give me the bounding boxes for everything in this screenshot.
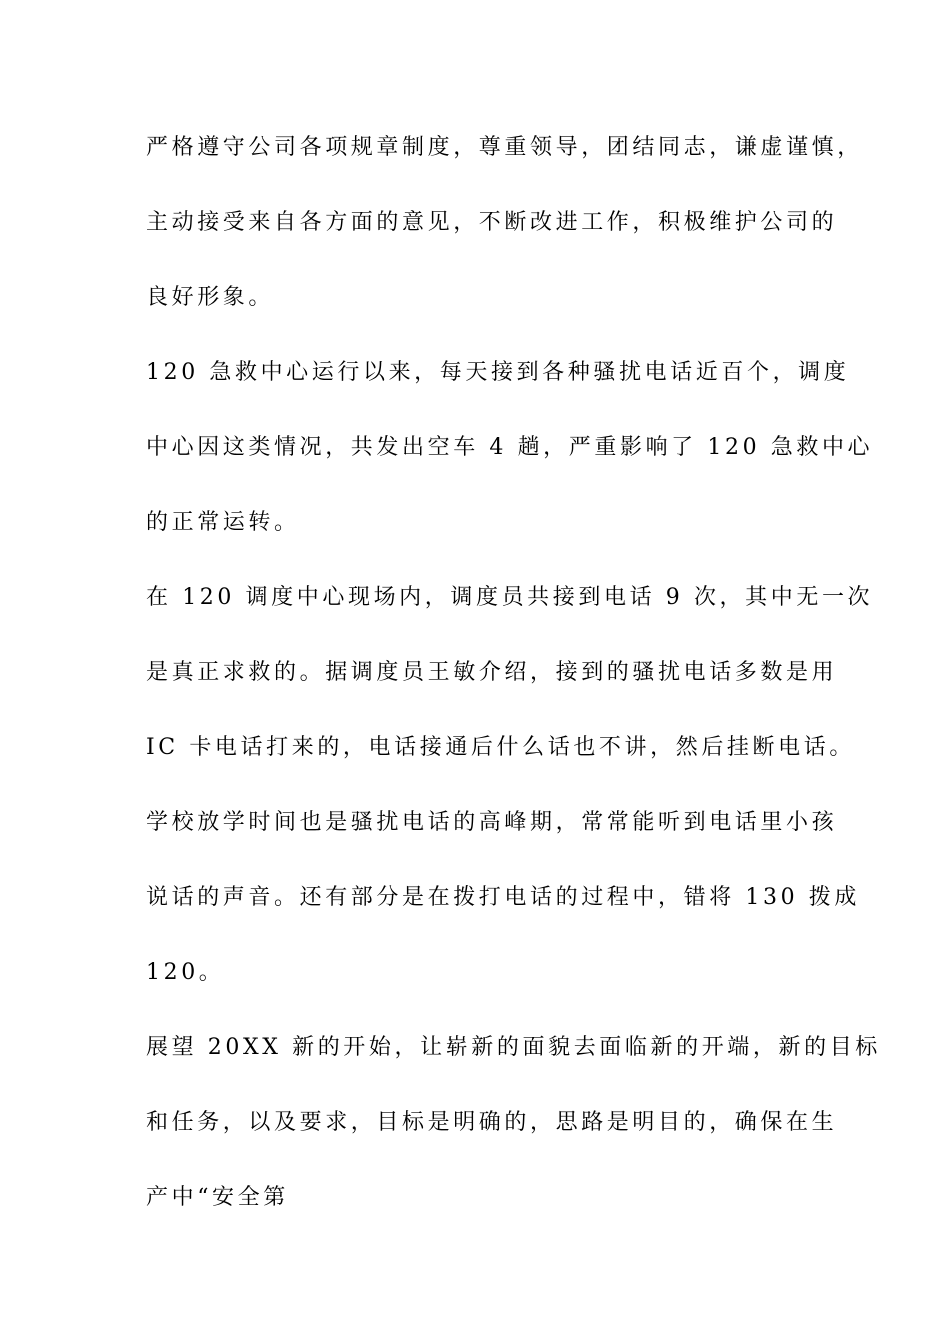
text-line: 主动接受来自各方面的意见，不断改进工作，积极维护公司的 (146, 210, 838, 235)
body-text (146, 128, 881, 1253)
text-line: 120 急救中心运行以来，每天接到各种骚扰电话近百个，调度 (146, 360, 850, 385)
text-line: IC 卡电话打来的，电话接通后什么话也不讲，然后挂断电话。 (146, 735, 855, 760)
text-line: 产中“安全第 (146, 1185, 289, 1210)
text-line: 和任务，以及要求，目标是明确的，思路是明目的，确保在生 (146, 1110, 838, 1135)
text-line: 展望 20XX 新的开始，让崭新的面貌去面临新的开端，新的目标 (146, 1035, 881, 1060)
text-line: 的正常运转。 (146, 510, 300, 535)
text-line: 在 120 调度中心现场内，调度员共接到电话 9 次，其中无一次 (146, 585, 874, 610)
text-line: 120。 (146, 960, 225, 985)
text-line: 中心因这类情况，共发出空车 4 趟，严重影响了 120 急救中心 (146, 435, 874, 460)
text-line: 学校放学时间也是骚扰电话的高峰期，常常能听到电话里小孩 (146, 810, 838, 835)
text-line: 说话的声音。还有部分是在拨打电话的过程中，错将 130 拨成 (146, 885, 860, 910)
text-line: 良好形象。 (146, 285, 275, 310)
text-line: 严格遵守公司各项规章制度，尊重领导，团结同志，谦虚谨慎， (146, 135, 863, 160)
text-line: 是真正求救的。据调度员王敏介绍，接到的骚扰电话多数是用 (146, 660, 838, 685)
